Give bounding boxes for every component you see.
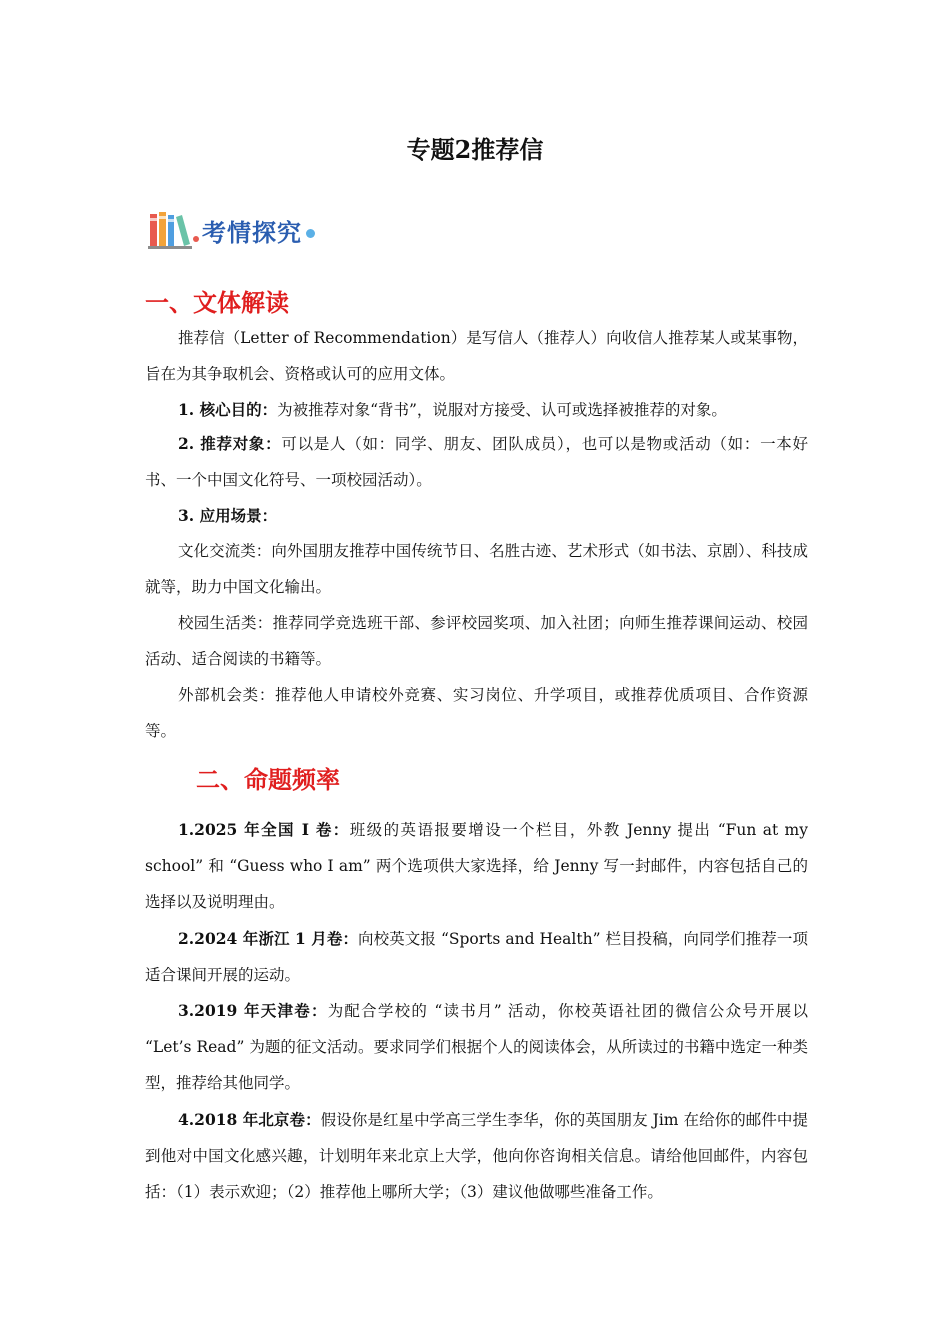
page-title: 专题2推荐信 [406,135,544,164]
core-purpose-text: 为被推荐对象“背书”，说服对方接受、认可或选择被推荐的对象。 [277,401,727,419]
scene-external: 外部机会类：推荐他人申请校外竞赛、实习岗位、升学项目，或推荐优质项目、合作资源等。 [145,686,808,740]
exam-item-3-label: 3.2019 年天津卷： [178,1001,328,1020]
section1-intro: 推荐信（Letter of Recommendation）是写信人（推荐人）向收信人推荐某人或某事物，旨在为其争取机会、资格或认可的应用文体。 [145,329,808,383]
section2-heading: 二、命题频率 [196,766,340,794]
recommend-target-label: 2. 推荐对象： [178,434,282,453]
exam-item-4-label: 4.2018 年北京卷： [178,1110,321,1129]
recommend-target-text: 可以是人（如：同学、朋友、团队成员），也可以是物或活动（如：一本好书、一个中国文化符号、一项校园活动）。 [145,435,808,489]
scenario-label: 3. 应用场景： [178,506,278,525]
scenario-paragraph [145,498,808,534]
exam-item-3 [145,993,808,1101]
exam-item-2-text: 向校英文报 “Sports and Health” 栏目投稿，向同学们推荐一项适合课间开展的运动。 [145,930,808,984]
exam-item-2-label: 2.2024 年浙江 1 月卷： [178,929,359,948]
exam-item-1 [145,812,808,920]
exam-item-3-text: 为配合学校的 “读书月” 活动，你校英语社团的微信公众号开展以 “Let’s Read” 为题的征文活动。要求同学们根据个人的阅读体会，从所读过的书籍中选定一种类型，推荐给其他同学。 [145,1002,808,1092]
exam-item-1-label: 1.2025 年全国 I 卷： [178,820,350,839]
books-icon [148,210,192,250]
exam-item-2 [145,921,808,993]
banner-dot-icon [306,229,315,238]
exam-analysis-banner [148,208,315,252]
scene-culture: 文化交流类：向外国朋友推荐中国传统节日、名胜古迹、艺术形式（如书法、京剧）、科技成就等，助力中国文化输出。 [145,542,808,596]
scene-campus: 校园生活类：推荐同学竞选班干部、参评校园奖项、加入社团；向师生推荐课间运动、校园活动、适合阅读的书籍等。 [145,614,808,668]
exam-item-1-text: 班级的英语报要增设一个栏目，外教 Jenny 提出 “Fun at my school” 和 “Guess who I am” 两个选项供大家选择，给 Jenny 写一封邮件，内容包括自己的选择以及说明理由。 [145,821,808,911]
banner-label: 考情探究 [202,218,302,247]
section1-heading: 一、文体解读 [145,289,289,317]
core-purpose-paragraph [145,392,808,428]
banner-dot-icon [193,236,199,242]
recommend-target-paragraph [145,426,808,498]
core-purpose-label: 1. 核心目的： [178,400,278,419]
exam-item-4-text: 假设你是红星中学高三学生李华，你的英国朋友 Jim 在给你的邮件中提到他对中国文化感兴趣，计划明年来北京上大学，他向你咨询相关信息。请给他回邮件，内容包括：（1）表示欢迎；（2）推荐他上哪所大学；（3）建议他做哪些准备工作。 [145,1111,809,1201]
exam-item-4 [145,1102,808,1210]
